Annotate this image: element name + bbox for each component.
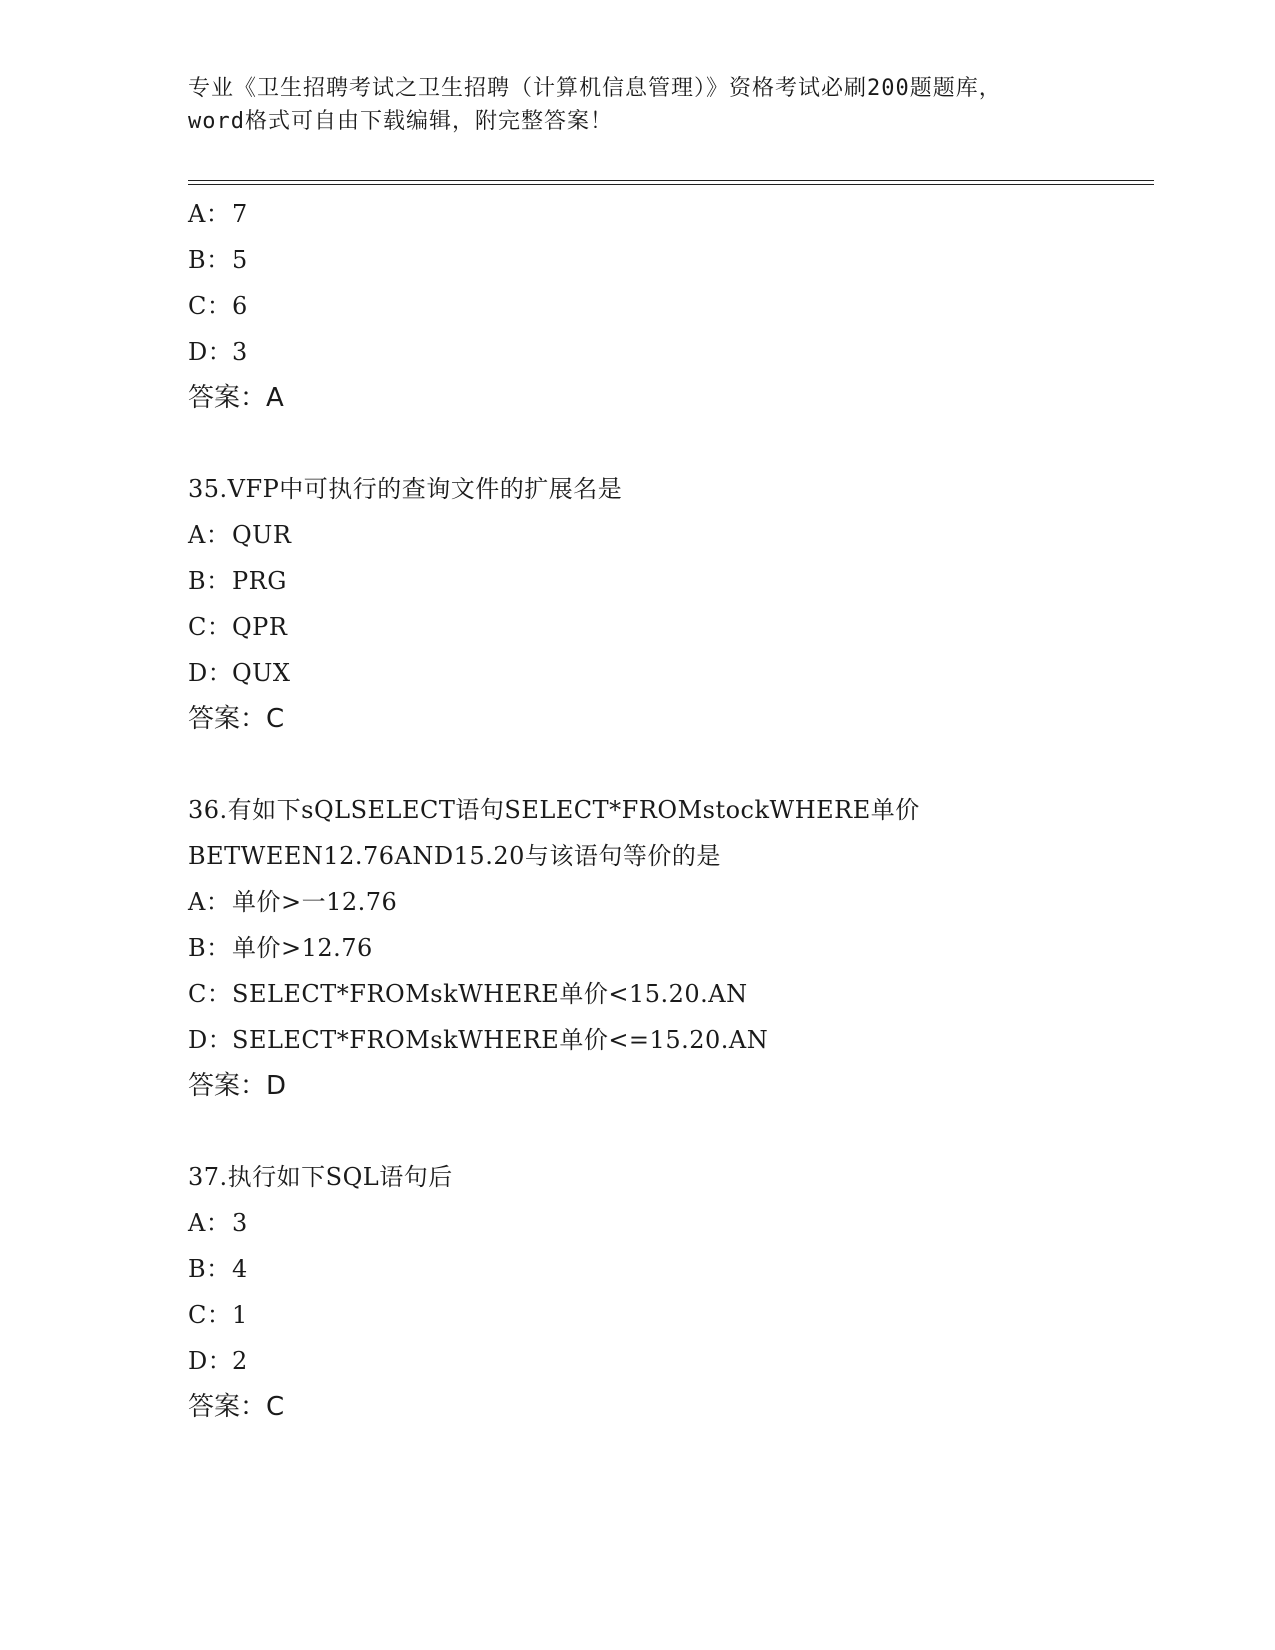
document-header bbox=[188, 72, 1088, 138]
question-text: 37.执行如下SQL语句后 bbox=[188, 1163, 453, 1191]
option-b: B：5 bbox=[188, 246, 248, 274]
option-a: A：7 bbox=[188, 200, 248, 228]
option-c: C：SELECT*FROMskWHERE单价<15.20.AN bbox=[188, 980, 748, 1008]
answer-line: 答案：C bbox=[188, 704, 285, 734]
header-title-line-1: 专业《卫生招聘考试之卫生招聘（计算机信息管理）》资格考试必刷200题题库， bbox=[188, 76, 1002, 101]
question-text-continued: BETWEEN12.76AND15.20与该语句等价的是 bbox=[188, 842, 721, 870]
option-b: B：单价>12.76 bbox=[188, 934, 373, 962]
question-block-35 bbox=[188, 466, 1148, 742]
question-block-36 bbox=[188, 787, 1148, 1109]
option-d: D：3 bbox=[188, 338, 248, 366]
option-d: D：SELECT*FROMskWHERE单价<=15.20.AN bbox=[188, 1026, 769, 1054]
option-c: C：6 bbox=[188, 292, 248, 320]
option-a: A：QUR bbox=[188, 521, 292, 549]
question-block-34 bbox=[188, 191, 1148, 421]
option-a: A：单价>一12.76 bbox=[188, 888, 398, 916]
question-block-37 bbox=[188, 1154, 1148, 1430]
answer-line: 答案：C bbox=[188, 1392, 285, 1422]
answer-line: 答案：D bbox=[188, 1071, 287, 1101]
question-text: 36.有如下sQLSELECT语句SELECT*FROMstockWHERE单价 bbox=[188, 796, 920, 824]
option-c: C：QPR bbox=[188, 613, 288, 641]
option-a: A：3 bbox=[188, 1209, 248, 1237]
option-b: B：PRG bbox=[188, 567, 287, 595]
header-divider-top bbox=[188, 180, 1154, 181]
option-d: D：QUX bbox=[188, 659, 291, 687]
answer-line: 答案：A bbox=[188, 383, 284, 413]
option-b: B：4 bbox=[188, 1255, 248, 1283]
question-text: 35.VFP中可执行的查询文件的扩展名是 bbox=[188, 475, 623, 503]
header-title-line-2: word格式可自由下载编辑，附完整答案！ bbox=[188, 109, 613, 134]
question-list bbox=[188, 191, 1148, 1430]
option-c: C：1 bbox=[188, 1301, 248, 1329]
option-d: D：2 bbox=[188, 1347, 248, 1375]
header-divider-bottom bbox=[188, 184, 1154, 185]
